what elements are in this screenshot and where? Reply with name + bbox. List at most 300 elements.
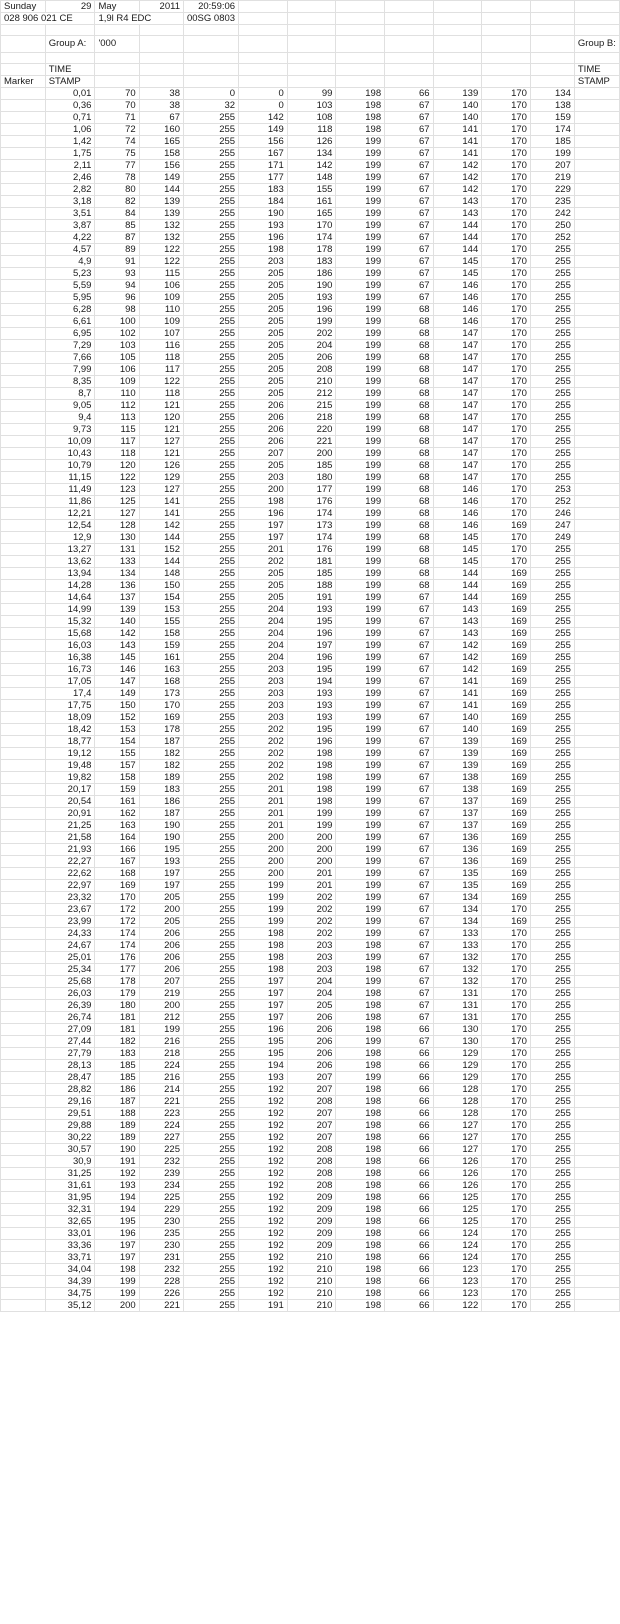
value-cell[interactable]: 255: [530, 784, 574, 796]
value-cell[interactable]: 170: [482, 340, 531, 352]
value-cell[interactable]: 67: [385, 280, 433, 292]
empty-cell[interactable]: [482, 13, 531, 25]
value-cell[interactable]: 169: [482, 916, 531, 928]
value-cell[interactable]: 139: [433, 736, 482, 748]
value-cell[interactable]: 130: [95, 532, 139, 544]
value-cell[interactable]: 200: [239, 832, 288, 844]
value-cell[interactable]: 146: [433, 304, 482, 316]
value-cell[interactable]: 189: [95, 1132, 139, 1144]
value-cell[interactable]: 209: [287, 1204, 336, 1216]
value-cell[interactable]: 199: [336, 196, 385, 208]
value-cell[interactable]: 142: [433, 172, 482, 184]
marker-cell[interactable]: [1, 1276, 46, 1288]
value-cell[interactable]: 197: [239, 988, 288, 1000]
value-cell[interactable]: 200: [287, 844, 336, 856]
empty-cell[interactable]: [385, 1, 433, 13]
value-cell[interactable]: 172: [95, 904, 139, 916]
value-cell[interactable]: 170: [482, 400, 531, 412]
value-cell[interactable]: 67: [385, 1036, 433, 1048]
empty-cell[interactable]: [574, 53, 619, 64]
time-stamp-cell[interactable]: 9,73: [45, 424, 95, 436]
value-cell[interactable]: 195: [287, 724, 336, 736]
value-cell[interactable]: 199: [336, 952, 385, 964]
value-cell[interactable]: 68: [385, 400, 433, 412]
empty-cell[interactable]: [574, 1180, 619, 1192]
value-cell[interactable]: 170: [482, 376, 531, 388]
value-cell[interactable]: 142: [433, 664, 482, 676]
value-cell[interactable]: 141: [433, 700, 482, 712]
value-cell[interactable]: 147: [433, 328, 482, 340]
value-cell[interactable]: 198: [336, 1168, 385, 1180]
value-cell[interactable]: 199: [336, 244, 385, 256]
value-cell[interactable]: 255: [530, 568, 574, 580]
value-cell[interactable]: 199: [336, 220, 385, 232]
empty-cell[interactable]: [239, 76, 288, 88]
value-cell[interactable]: 183: [95, 1048, 139, 1060]
marker-cell[interactable]: [1, 1180, 46, 1192]
value-cell[interactable]: 138: [530, 100, 574, 112]
value-cell[interactable]: 133: [95, 556, 139, 568]
value-cell[interactable]: 255: [530, 556, 574, 568]
value-cell[interactable]: 67: [385, 184, 433, 196]
value-cell[interactable]: 255: [183, 496, 238, 508]
value-cell[interactable]: 143: [433, 616, 482, 628]
value-cell[interactable]: 198: [336, 1300, 385, 1312]
value-cell[interactable]: 131: [433, 988, 482, 1000]
value-cell[interactable]: 255: [530, 652, 574, 664]
value-cell[interactable]: 145: [433, 268, 482, 280]
marker-cell[interactable]: [1, 292, 46, 304]
empty-cell[interactable]: [574, 208, 619, 220]
value-cell[interactable]: 255: [183, 748, 238, 760]
value-cell[interactable]: 169: [482, 784, 531, 796]
value-cell[interactable]: 200: [239, 484, 288, 496]
value-cell[interactable]: 199: [239, 916, 288, 928]
value-cell[interactable]: 194: [239, 1060, 288, 1072]
value-cell[interactable]: 66: [385, 1024, 433, 1036]
value-cell[interactable]: 216: [139, 1072, 183, 1084]
value-cell[interactable]: 255: [183, 1036, 238, 1048]
value-cell[interactable]: 199: [139, 1024, 183, 1036]
value-cell[interactable]: 199: [239, 892, 288, 904]
time-stamp-cell[interactable]: 21,93: [45, 844, 95, 856]
empty-cell[interactable]: [574, 1156, 619, 1168]
value-cell[interactable]: 255: [183, 652, 238, 664]
value-cell[interactable]: 199: [336, 844, 385, 856]
empty-cell[interactable]: [433, 13, 482, 25]
empty-cell[interactable]: [287, 76, 336, 88]
marker-cell[interactable]: [1, 1096, 46, 1108]
value-cell[interactable]: 202: [287, 328, 336, 340]
value-cell[interactable]: 127: [95, 508, 139, 520]
empty-cell[interactable]: [385, 13, 433, 25]
time-stamp-a-header[interactable]: TIME: [45, 64, 95, 76]
value-cell[interactable]: 189: [139, 772, 183, 784]
value-cell[interactable]: 166: [95, 844, 139, 856]
empty-cell[interactable]: [574, 1132, 619, 1144]
value-cell[interactable]: 199: [336, 400, 385, 412]
value-cell[interactable]: 201: [239, 796, 288, 808]
marker-cell[interactable]: [1, 928, 46, 940]
value-cell[interactable]: 67: [385, 952, 433, 964]
value-cell[interactable]: 255: [530, 460, 574, 472]
value-cell[interactable]: 209: [287, 1228, 336, 1240]
value-cell[interactable]: 169: [482, 856, 531, 868]
value-cell[interactable]: 154: [139, 592, 183, 604]
time-stamp-cell[interactable]: 1,75: [45, 148, 95, 160]
value-cell[interactable]: 206: [287, 1036, 336, 1048]
value-cell[interactable]: 255: [183, 880, 238, 892]
marker-cell[interactable]: [1, 1000, 46, 1012]
value-cell[interactable]: 198: [336, 1024, 385, 1036]
value-cell[interactable]: 255: [183, 1108, 238, 1120]
value-cell[interactable]: 209: [287, 1216, 336, 1228]
value-cell[interactable]: 68: [385, 316, 433, 328]
value-cell[interactable]: 255: [530, 328, 574, 340]
value-cell[interactable]: 219: [139, 988, 183, 1000]
value-cell[interactable]: 195: [95, 1216, 139, 1228]
value-cell[interactable]: 146: [433, 496, 482, 508]
value-cell[interactable]: 67: [385, 112, 433, 124]
value-cell[interactable]: 198: [336, 1264, 385, 1276]
value-cell[interactable]: 183: [287, 256, 336, 268]
marker-cell[interactable]: [1, 904, 46, 916]
value-cell[interactable]: 203: [239, 256, 288, 268]
value-cell[interactable]: 192: [239, 1276, 288, 1288]
value-cell[interactable]: 199: [336, 268, 385, 280]
value-cell[interactable]: 255: [530, 904, 574, 916]
value-cell[interactable]: 199: [336, 232, 385, 244]
value-cell[interactable]: 170: [482, 1108, 531, 1120]
value-cell[interactable]: 208: [287, 1096, 336, 1108]
empty-cell[interactable]: [574, 232, 619, 244]
value-cell[interactable]: 193: [287, 292, 336, 304]
value-cell[interactable]: 185: [287, 568, 336, 580]
empty-cell[interactable]: [574, 928, 619, 940]
value-cell[interactable]: 170: [482, 436, 531, 448]
value-cell[interactable]: 255: [183, 784, 238, 796]
value-cell[interactable]: 183: [239, 184, 288, 196]
value-cell[interactable]: 146: [433, 292, 482, 304]
value-cell[interactable]: 134: [530, 88, 574, 100]
value-cell[interactable]: 205: [239, 568, 288, 580]
value-cell[interactable]: 68: [385, 424, 433, 436]
value-cell[interactable]: 204: [239, 616, 288, 628]
empty-cell[interactable]: [530, 13, 574, 25]
value-cell[interactable]: 123: [433, 1288, 482, 1300]
time-stamp-cell[interactable]: 3,51: [45, 208, 95, 220]
value-cell[interactable]: 68: [385, 544, 433, 556]
marker-cell[interactable]: [1, 628, 46, 640]
value-cell[interactable]: 147: [433, 364, 482, 376]
time-stamp-cell[interactable]: 15,68: [45, 628, 95, 640]
value-cell[interactable]: 255: [183, 472, 238, 484]
value-cell[interactable]: 170: [482, 904, 531, 916]
value-cell[interactable]: 170: [482, 1012, 531, 1024]
marker-cell[interactable]: [1, 400, 46, 412]
value-cell[interactable]: 255: [530, 1132, 574, 1144]
value-cell[interactable]: 174: [95, 928, 139, 940]
time-stamp-cell[interactable]: 23,67: [45, 904, 95, 916]
value-cell[interactable]: 207: [530, 160, 574, 172]
value-cell[interactable]: 192: [239, 1204, 288, 1216]
value-cell[interactable]: 255: [530, 1036, 574, 1048]
value-cell[interactable]: 197: [139, 880, 183, 892]
value-cell[interactable]: 202: [287, 904, 336, 916]
empty-cell[interactable]: [574, 844, 619, 856]
value-cell[interactable]: 67: [385, 604, 433, 616]
value-cell[interactable]: 255: [183, 448, 238, 460]
value-cell[interactable]: 207: [287, 1120, 336, 1132]
value-cell[interactable]: 128: [433, 1108, 482, 1120]
value-cell[interactable]: 255: [183, 364, 238, 376]
value-cell[interactable]: 67: [385, 172, 433, 184]
value-cell[interactable]: 68: [385, 376, 433, 388]
value-cell[interactable]: 109: [95, 376, 139, 388]
value-cell[interactable]: 255: [530, 1048, 574, 1060]
value-cell[interactable]: 147: [433, 400, 482, 412]
empty-cell[interactable]: [139, 76, 183, 88]
empty-cell[interactable]: [183, 25, 238, 36]
value-cell[interactable]: 139: [139, 208, 183, 220]
value-cell[interactable]: 185: [530, 136, 574, 148]
marker-cell[interactable]: [1, 1084, 46, 1096]
value-cell[interactable]: 255: [530, 844, 574, 856]
value-cell[interactable]: 68: [385, 532, 433, 544]
value-cell[interactable]: 198: [287, 772, 336, 784]
value-cell[interactable]: 199: [336, 172, 385, 184]
value-cell[interactable]: 146: [433, 316, 482, 328]
value-cell[interactable]: 116: [139, 340, 183, 352]
time-stamp-cell[interactable]: 35,12: [45, 1300, 95, 1312]
value-cell[interactable]: 195: [239, 1036, 288, 1048]
value-cell[interactable]: 110: [95, 388, 139, 400]
value-cell[interactable]: 199: [287, 808, 336, 820]
value-cell[interactable]: 170: [482, 220, 531, 232]
empty-cell[interactable]: [574, 568, 619, 580]
value-cell[interactable]: 138: [433, 784, 482, 796]
value-cell[interactable]: 126: [139, 460, 183, 472]
value-cell[interactable]: 199: [336, 892, 385, 904]
marker-cell[interactable]: [1, 352, 46, 364]
empty-cell[interactable]: [183, 64, 238, 76]
marker-cell[interactable]: [1, 184, 46, 196]
value-cell[interactable]: 198: [336, 1000, 385, 1012]
time-stamp-cell[interactable]: 2,82: [45, 184, 95, 196]
value-cell[interactable]: 174: [95, 940, 139, 952]
value-cell[interactable]: 169: [482, 580, 531, 592]
value-cell[interactable]: 94: [95, 280, 139, 292]
value-cell[interactable]: 255: [183, 1192, 238, 1204]
value-cell[interactable]: 255: [183, 1168, 238, 1180]
time-stamp-cell[interactable]: 34,75: [45, 1288, 95, 1300]
empty-cell[interactable]: [574, 1252, 619, 1264]
empty-cell[interactable]: [433, 36, 482, 53]
empty-cell[interactable]: [574, 952, 619, 964]
value-cell[interactable]: 198: [336, 1060, 385, 1072]
time-stamp-cell[interactable]: 17,4: [45, 688, 95, 700]
value-cell[interactable]: 196: [95, 1228, 139, 1240]
empty-cell[interactable]: [287, 13, 336, 25]
empty-cell[interactable]: [574, 724, 619, 736]
value-cell[interactable]: 199: [336, 820, 385, 832]
empty-cell[interactable]: [574, 496, 619, 508]
value-cell[interactable]: 220: [287, 424, 336, 436]
marker-cell[interactable]: [1, 916, 46, 928]
value-cell[interactable]: 121: [139, 400, 183, 412]
empty-cell[interactable]: [574, 592, 619, 604]
value-cell[interactable]: 201: [239, 808, 288, 820]
marker-cell[interactable]: [1, 1012, 46, 1024]
value-cell[interactable]: 255: [530, 1180, 574, 1192]
value-cell[interactable]: 200: [287, 832, 336, 844]
value-cell[interactable]: 192: [239, 1168, 288, 1180]
value-cell[interactable]: 67: [385, 244, 433, 256]
value-cell[interactable]: 113: [95, 412, 139, 424]
value-cell[interactable]: 255: [183, 1156, 238, 1168]
value-cell[interactable]: 255: [530, 964, 574, 976]
value-cell[interactable]: 208: [287, 1180, 336, 1192]
value-cell[interactable]: 32: [183, 100, 238, 112]
empty-cell[interactable]: [385, 36, 433, 53]
value-cell[interactable]: 170: [482, 232, 531, 244]
value-cell[interactable]: 155: [139, 616, 183, 628]
value-cell[interactable]: 199: [336, 928, 385, 940]
value-cell[interactable]: 93: [95, 268, 139, 280]
marker-cell[interactable]: [1, 1048, 46, 1060]
value-cell[interactable]: 255: [183, 532, 238, 544]
value-cell[interactable]: 169: [482, 844, 531, 856]
value-cell[interactable]: 108: [287, 112, 336, 124]
empty-cell[interactable]: [385, 76, 433, 88]
time-stamp-cell[interactable]: 2,46: [45, 172, 95, 184]
value-cell[interactable]: 144: [139, 184, 183, 196]
empty-cell[interactable]: [574, 736, 619, 748]
value-cell[interactable]: 198: [239, 940, 288, 952]
value-cell[interactable]: 255: [530, 544, 574, 556]
marker-cell[interactable]: [1, 448, 46, 460]
marker-cell[interactable]: [1, 964, 46, 976]
value-cell[interactable]: 186: [287, 268, 336, 280]
value-cell[interactable]: 255: [183, 844, 238, 856]
value-cell[interactable]: 67: [385, 640, 433, 652]
value-cell[interactable]: 196: [239, 232, 288, 244]
value-cell[interactable]: 207: [287, 1084, 336, 1096]
value-cell[interactable]: 234: [139, 1180, 183, 1192]
value-cell[interactable]: 107: [139, 328, 183, 340]
value-cell[interactable]: 142: [433, 160, 482, 172]
time-stamp-cell[interactable]: 14,64: [45, 592, 95, 604]
value-cell[interactable]: 255: [183, 508, 238, 520]
value-cell[interactable]: 143: [95, 640, 139, 652]
value-cell[interactable]: 169: [482, 796, 531, 808]
value-cell[interactable]: 255: [183, 388, 238, 400]
value-cell[interactable]: 67: [385, 208, 433, 220]
value-cell[interactable]: 199: [336, 640, 385, 652]
empty-cell[interactable]: [482, 53, 531, 64]
empty-cell[interactable]: [287, 53, 336, 64]
value-cell[interactable]: 210: [287, 1300, 336, 1312]
value-cell[interactable]: 255: [530, 868, 574, 880]
empty-cell[interactable]: [574, 1264, 619, 1276]
value-cell[interactable]: 99: [287, 88, 336, 100]
value-cell[interactable]: 67: [385, 748, 433, 760]
value-cell[interactable]: 255: [530, 616, 574, 628]
value-cell[interactable]: 199: [336, 136, 385, 148]
empty-cell[interactable]: [574, 1072, 619, 1084]
value-cell[interactable]: 255: [530, 268, 574, 280]
value-cell[interactable]: 169: [482, 592, 531, 604]
empty-cell[interactable]: [574, 832, 619, 844]
value-cell[interactable]: 230: [139, 1240, 183, 1252]
value-cell[interactable]: 199: [336, 160, 385, 172]
empty-cell[interactable]: [574, 616, 619, 628]
marker-cell[interactable]: [1, 304, 46, 316]
value-cell[interactable]: 67: [385, 148, 433, 160]
value-cell[interactable]: 180: [95, 1000, 139, 1012]
marker-cell[interactable]: [1, 136, 46, 148]
empty-cell[interactable]: [574, 940, 619, 952]
time-stamp-cell[interactable]: 16,38: [45, 652, 95, 664]
value-cell[interactable]: 141: [433, 148, 482, 160]
value-cell[interactable]: 204: [287, 988, 336, 1000]
marker-cell[interactable]: [1, 424, 46, 436]
value-cell[interactable]: 122: [95, 472, 139, 484]
empty-cell[interactable]: [336, 76, 385, 88]
value-cell[interactable]: 140: [433, 112, 482, 124]
value-cell[interactable]: 112: [95, 400, 139, 412]
value-cell[interactable]: 66: [385, 1300, 433, 1312]
value-cell[interactable]: 182: [139, 760, 183, 772]
marker-cell[interactable]: [1, 112, 46, 124]
time-stamp-cell[interactable]: 13,27: [45, 544, 95, 556]
value-cell[interactable]: 67: [385, 232, 433, 244]
value-cell[interactable]: 201: [287, 868, 336, 880]
marker-cell[interactable]: [1, 832, 46, 844]
empty-cell[interactable]: [574, 148, 619, 160]
value-cell[interactable]: 192: [239, 1084, 288, 1096]
value-cell[interactable]: 255: [530, 1300, 574, 1312]
value-cell[interactable]: 66: [385, 1120, 433, 1132]
value-cell[interactable]: 67: [385, 856, 433, 868]
value-cell[interactable]: 117: [139, 364, 183, 376]
value-cell[interactable]: 170: [482, 556, 531, 568]
time-stamp-cell[interactable]: 30,57: [45, 1144, 95, 1156]
time-stamp-cell[interactable]: 2,11: [45, 160, 95, 172]
value-cell[interactable]: 204: [287, 340, 336, 352]
value-cell[interactable]: 169: [482, 820, 531, 832]
marker-cell[interactable]: [1, 940, 46, 952]
value-cell[interactable]: 199: [336, 652, 385, 664]
value-cell[interactable]: 219: [530, 172, 574, 184]
empty-cell[interactable]: [482, 25, 531, 36]
value-cell[interactable]: 173: [287, 520, 336, 532]
value-cell[interactable]: 68: [385, 328, 433, 340]
value-cell[interactable]: 141: [139, 508, 183, 520]
value-cell[interactable]: 199: [336, 772, 385, 784]
value-cell[interactable]: 199: [336, 280, 385, 292]
empty-cell[interactable]: [574, 880, 619, 892]
value-cell[interactable]: 170: [482, 256, 531, 268]
marker-cell[interactable]: [1, 1168, 46, 1180]
value-cell[interactable]: 255: [530, 892, 574, 904]
value-cell[interactable]: 141: [139, 496, 183, 508]
empty-cell[interactable]: [336, 64, 385, 76]
time-cell[interactable]: 20:59:06: [183, 1, 238, 13]
value-cell[interactable]: 198: [239, 928, 288, 940]
empty-cell[interactable]: [574, 244, 619, 256]
value-cell[interactable]: 191: [239, 1300, 288, 1312]
